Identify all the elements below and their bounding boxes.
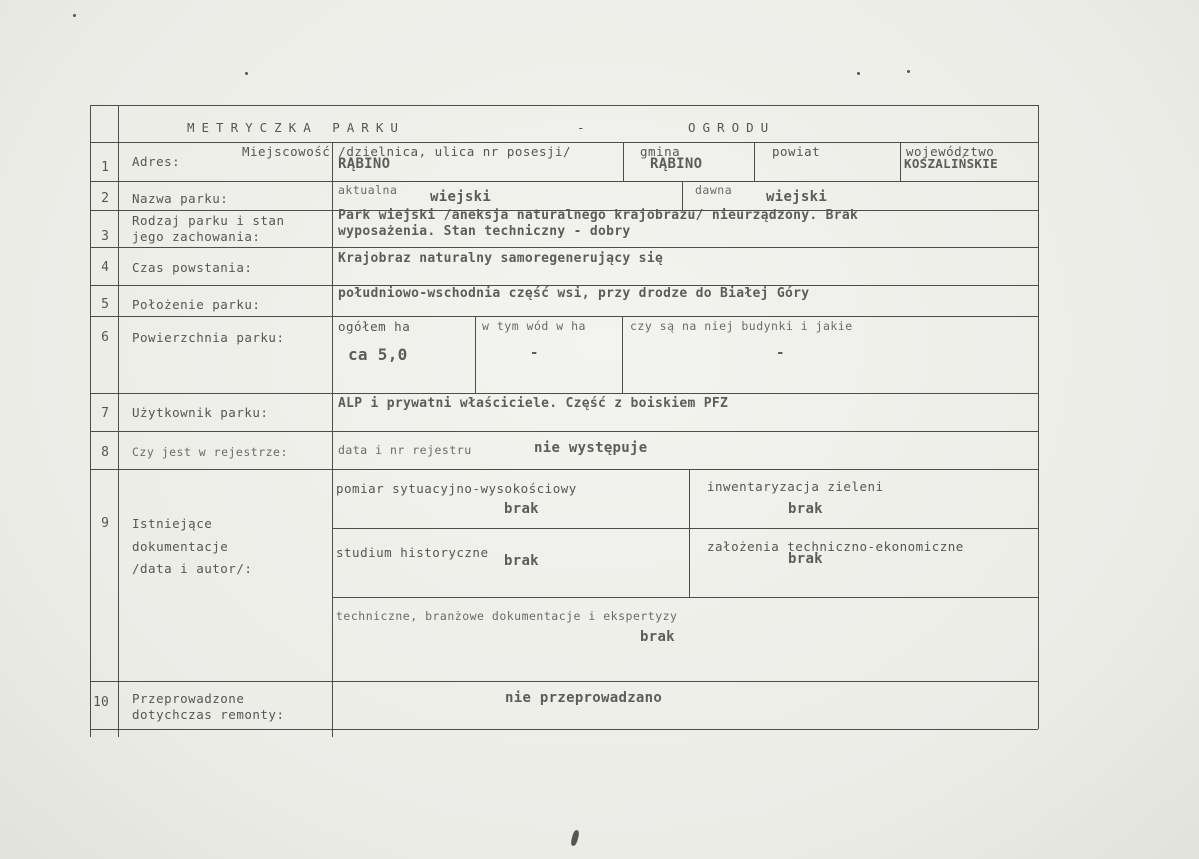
row-number-4: 4 [101,260,109,275]
locality-label: Miejscowość /dzielnica, ulica nr posesji/ [242,144,572,159]
buildings-label: czy są na niej budynki i jakie [630,319,853,333]
form-title-left: METRYCZKA PARKU [187,120,405,135]
creation-time-label: Czas powstania: [132,260,253,275]
park-type-value-line1: Park wiejski /aneksja naturalnego krajobrazu/ nieurządzony. Brak [338,208,859,223]
powiat-label: powiat [772,144,821,159]
tech-economic-value: brak [788,551,823,567]
survey-label: pomiar sytuacyjno-wysokościowy [336,481,577,496]
historical-study-value: brak [504,553,539,569]
park-record-form [90,105,1038,737]
speck [73,14,76,17]
row-number-1: 1 [101,160,109,175]
form-title-dash: - [577,120,586,135]
technical-docs-label: techniczne, branżowe dokumentacje i ekspertyzy [336,609,678,623]
gmina-label: gmina [640,144,681,159]
ink-blot [570,829,580,846]
registry-label: Czy jest w rejestrze: [132,445,288,459]
former-name-value: wiejski [766,189,828,205]
water-area-label: w tym wód w ha [482,319,586,333]
current-name-label: aktualna [338,183,398,197]
wojewodztwo-label: województwo [906,144,995,159]
area-label: Powierzchnia parku: [132,330,285,345]
park-name-label: Nazwa parku: [132,191,229,206]
buildings-value: - [776,345,785,361]
historical-study-label: studium historyczne [336,545,489,560]
registry-data-label: data i nr rejestru [338,443,472,457]
row-number-2: 2 [101,191,109,206]
current-name-value: wiejski [430,189,492,205]
park-type-label-line2: jego zachowania: [132,229,261,244]
row-number-6: 6 [101,330,109,345]
total-area-value: ca 5,0 [348,345,408,364]
renovations-value: nie przeprowadzano [505,690,663,706]
documentation-label-line2: dokumentacje [132,539,229,554]
row-number-5: 5 [101,297,109,312]
park-user-label: Użytkownik parku: [132,405,269,420]
greenery-inventory-value: brak [788,501,823,517]
survey-value: brak [504,501,539,517]
former-name-label: dawna [695,183,733,197]
registry-value: nie występuje [534,440,648,456]
form-title-right: OGRODU [688,120,776,135]
row-number-9: 9 [101,516,109,531]
row-number-8: 8 [101,445,109,460]
water-area-value: - [530,345,539,361]
park-type-value-line2: wyposażenia. Stan techniczny - dobry [338,224,631,239]
park-type-label-line1: Rodzaj parku i stan [132,213,285,228]
row-number-3: 3 [101,229,109,244]
address-label: Adres: [132,154,181,169]
speck [857,72,860,75]
renovations-label-line1: Przeprowadzone [132,691,245,706]
park-user-value: ALP i prywatni właściciele. Część z boiskiem PFZ [338,396,729,411]
documentation-label-line3: /data i autor/: [132,561,253,576]
documentation-label-line1: Istniejące [132,516,213,531]
total-area-label: ogółem ha [338,319,411,334]
greenery-inventory-label: inwentaryzacja zieleni [707,479,884,494]
gmina-value: RĄBINO [650,156,703,172]
location-value: południowo-wschodnia część wsi, przy drodze do Białej Góry [338,286,810,301]
row-number-7: 7 [101,406,109,421]
speck [245,72,248,75]
row-number-10: 10 [93,695,109,710]
speck [907,70,910,73]
locality-value: RĄBINO [338,156,391,172]
renovations-label-line2: dotychczas remonty: [132,707,285,722]
technical-docs-value: brak [640,629,675,645]
creation-time-value: Krajobraz naturalny samoregenerujący się [338,251,664,266]
tech-economic-label: założenia techniczno-ekonomiczne [707,539,964,554]
location-label: Położenie parku: [132,297,261,312]
wojewodztwo-value: KOSZALIŃSKIE [904,156,998,171]
